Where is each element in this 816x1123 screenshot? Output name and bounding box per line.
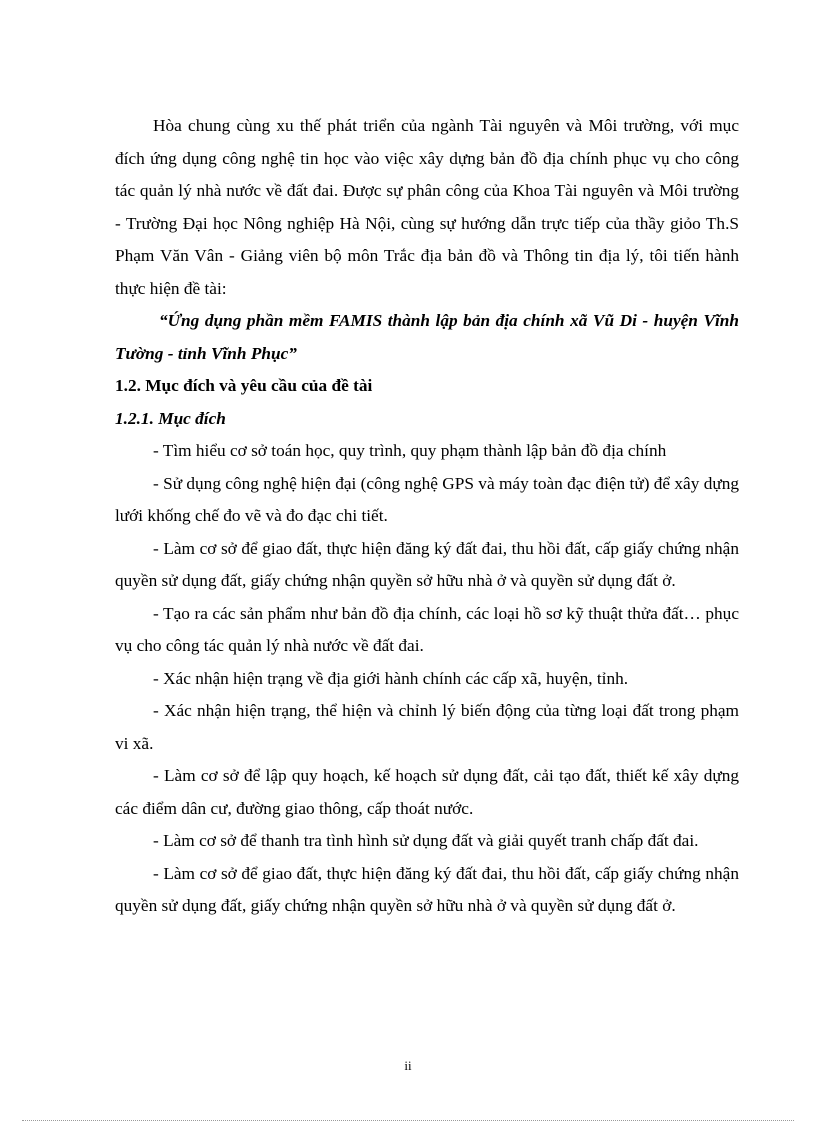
intro-paragraph: Hòa chung cùng xu thế phát triển của ngành Tài nguyên và Môi trường, với mục đích ứng dụng công nghệ tin học vào việc xây dựng bản đồ địa chính phục vụ cho công tác quản lý nhà nước về đất đai. Được sự phân công của Khoa Tài nguyên và Môi trường - Trường Đại học Nông nghiệp Hà Nội, cùng sự hướng dẫn trực tiếp của thầy giỏo Th.S Phạm Văn Vân - Giảng viên bộ môn Trắc địa bản đồ và Thông tin địa lý, tôi tiến hành thực hiện đề tài:: [115, 116, 739, 298]
bullet-item: - Làm cơ sở để lập quy hoạch, kế hoạch sử dụng đất, cải tạo đất, thiết kế xây dựng các điểm dân cư, đường giao thông, cấp thoát nước.: [115, 766, 739, 818]
bullet-item: - Làm cơ sở để thanh tra tình hình sử dụng đất và giải quyết tranh chấp đất đai.: [153, 831, 699, 850]
bullet-item: - Tìm hiểu cơ sở toán học, quy trình, quy phạm thành lập bản đồ địa chính: [153, 441, 667, 460]
bullet-item: - Làm cơ sở để giao đất, thực hiện đăng ký đất đai, thu hồi đất, cấp giấy chứng nhận quyền sử dụng đất, giấy chứng nhận quyền sở hữu nhà ở và quyền sử dụng đất ở.: [115, 538, 739, 590]
bullet-item: - Xác nhận hiện trạng về địa giới hành chính các cấp xã, huyện, tỉnh.: [153, 668, 629, 688]
bullet-item: - Tạo ra các sản phẩm như bản đồ địa chính, các loại hồ sơ kỹ thuật thửa đất… phục vụ cho công tác quản lý nhà nước về đất đai.: [115, 603, 739, 655]
thesis-title-quote: “Ứng dụng phần mềm FAMIS thành lập bản địa chính xã Vũ Di - huyện Vĩnh Tường - tỉnh Vĩnh Phục”: [115, 311, 739, 363]
document-body: [115, 110, 739, 923]
section-heading: 1.2. Mục đích và yêu cầu của đề tài: [115, 376, 373, 395]
bullet-item: - Sử dụng công nghệ hiện đại (công nghệ GPS và máy toàn đạc điện tử) để xây dựng lưới khống chế đo vẽ và đo đạc chi tiết.: [115, 473, 739, 525]
footer-divider: [22, 1120, 794, 1121]
bullet-item: - Xác nhận hiện trạng, thể hiện và chỉnh lý biến động của từng loại đất trong phạm vi xã.: [115, 701, 739, 753]
page-number: ii: [404, 1058, 412, 1073]
subsection-heading: 1.2.1. Mục đích: [115, 408, 226, 428]
bullet-item: - Làm cơ sở để giao đất, thực hiện đăng ký đất đai, thu hồi đất, cấp giấy chứng nhận quyền sử dụng đất, giấy chứng nhận quyền sở hữu nhà ở và quyền sử dụng đất ở.: [115, 863, 739, 915]
